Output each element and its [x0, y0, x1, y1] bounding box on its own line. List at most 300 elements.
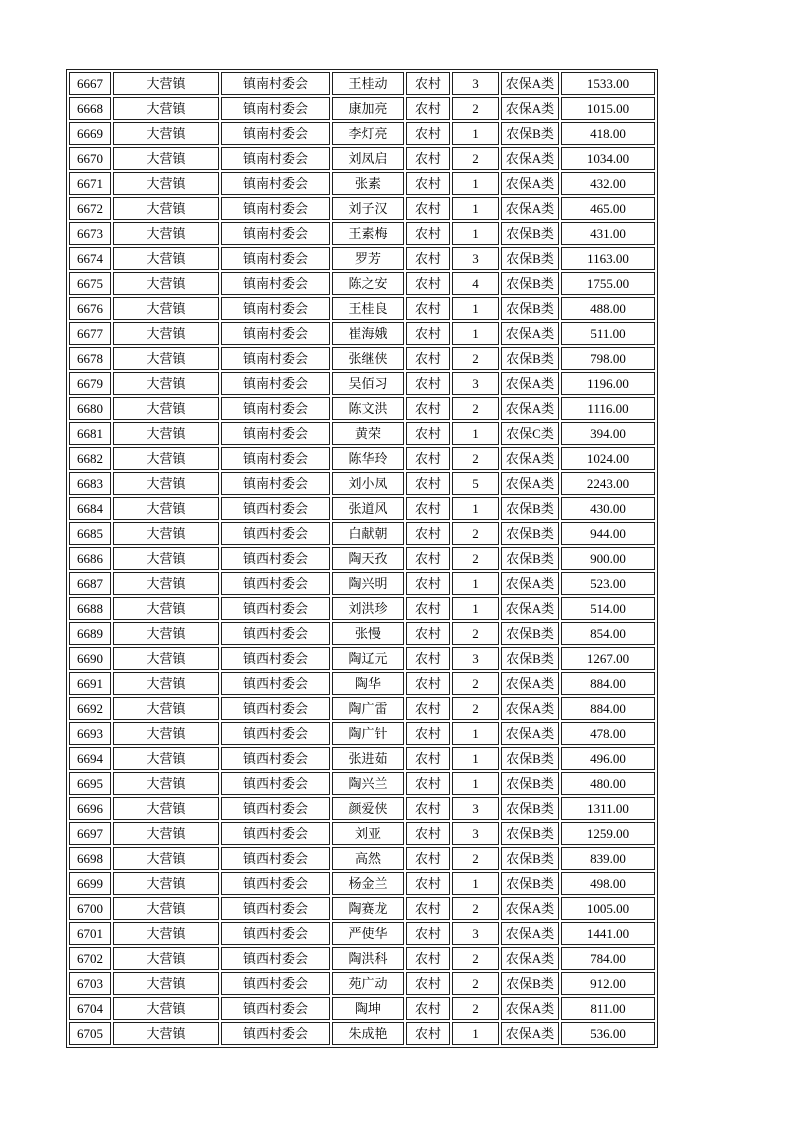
table-row	[69, 547, 655, 570]
cell-town: 大营镇	[113, 97, 219, 120]
cell-name: 陶广针	[332, 722, 404, 745]
cell-town: 大营镇	[113, 422, 219, 445]
cell-category: 农保B类	[501, 872, 559, 895]
cell-category: 农保A类	[501, 447, 559, 470]
cell-seq: 6668	[69, 97, 111, 120]
cell-area: 农村	[406, 547, 450, 570]
cell-name: 康加亮	[332, 97, 404, 120]
cell-category: 农保B类	[501, 797, 559, 820]
cell-town: 大营镇	[113, 897, 219, 920]
cell-village: 镇西村委会	[221, 772, 330, 795]
cell-count: 1	[452, 772, 499, 795]
cell-village: 镇西村委会	[221, 822, 330, 845]
cell-amount: 514.00	[561, 597, 655, 620]
cell-amount: 418.00	[561, 122, 655, 145]
table-row	[69, 147, 655, 170]
cell-amount: 1005.00	[561, 897, 655, 920]
cell-seq: 6673	[69, 222, 111, 245]
table-row	[69, 747, 655, 770]
cell-area: 农村	[406, 1022, 450, 1045]
table-row	[69, 947, 655, 970]
cell-town: 大营镇	[113, 997, 219, 1020]
cell-name: 张进茹	[332, 747, 404, 770]
cell-name: 陶天孜	[332, 547, 404, 570]
cell-amount: 1015.00	[561, 97, 655, 120]
cell-name: 杨金兰	[332, 872, 404, 895]
table-row	[69, 697, 655, 720]
cell-town: 大营镇	[113, 947, 219, 970]
table-row	[69, 722, 655, 745]
cell-town: 大营镇	[113, 447, 219, 470]
cell-seq: 6672	[69, 197, 111, 220]
cell-town: 大营镇	[113, 622, 219, 645]
cell-seq: 6681	[69, 422, 111, 445]
cell-count: 1	[452, 1022, 499, 1045]
cell-amount: 900.00	[561, 547, 655, 570]
table-row	[69, 222, 655, 245]
cell-name: 吴佰习	[332, 372, 404, 395]
cell-area: 农村	[406, 397, 450, 420]
cell-category: 农保B类	[501, 122, 559, 145]
cell-seq: 6678	[69, 347, 111, 370]
cell-name: 严使华	[332, 922, 404, 945]
cell-town: 大营镇	[113, 522, 219, 545]
cell-village: 镇南村委会	[221, 72, 330, 95]
cell-count: 1	[452, 172, 499, 195]
cell-area: 农村	[406, 172, 450, 195]
cell-seq: 6688	[69, 597, 111, 620]
table-row	[69, 872, 655, 895]
cell-category: 农保A类	[501, 997, 559, 1020]
table-row	[69, 247, 655, 270]
cell-area: 农村	[406, 447, 450, 470]
cell-category: 农保B类	[501, 822, 559, 845]
cell-amount: 1196.00	[561, 372, 655, 395]
cell-category: 农保B类	[501, 972, 559, 995]
cell-count: 2	[452, 947, 499, 970]
cell-name: 王素梅	[332, 222, 404, 245]
cell-amount: 1024.00	[561, 447, 655, 470]
cell-seq: 6685	[69, 522, 111, 545]
cell-area: 农村	[406, 947, 450, 970]
cell-seq: 6667	[69, 72, 111, 95]
cell-count: 3	[452, 72, 499, 95]
cell-name: 陶华	[332, 672, 404, 695]
table-row	[69, 847, 655, 870]
cell-count: 3	[452, 372, 499, 395]
cell-area: 农村	[406, 672, 450, 695]
cell-seq: 6693	[69, 722, 111, 745]
cell-name: 王桂良	[332, 297, 404, 320]
cell-category: 农保A类	[501, 922, 559, 945]
cell-amount: 536.00	[561, 1022, 655, 1045]
cell-category: 农保A类	[501, 947, 559, 970]
cell-name: 陶坤	[332, 997, 404, 1020]
cell-town: 大营镇	[113, 472, 219, 495]
cell-count: 2	[452, 447, 499, 470]
cell-seq: 6684	[69, 497, 111, 520]
cell-count: 5	[452, 472, 499, 495]
cell-area: 农村	[406, 972, 450, 995]
cell-village: 镇南村委会	[221, 372, 330, 395]
cell-village: 镇南村委会	[221, 247, 330, 270]
cell-count: 1	[452, 222, 499, 245]
cell-count: 1	[452, 572, 499, 595]
cell-name: 陈文洪	[332, 397, 404, 420]
cell-town: 大营镇	[113, 372, 219, 395]
table-row	[69, 672, 655, 695]
cell-amount: 798.00	[561, 347, 655, 370]
cell-village: 镇西村委会	[221, 847, 330, 870]
cell-category: 农保B类	[501, 622, 559, 645]
cell-category: 农保A类	[501, 322, 559, 345]
cell-name: 刘凤启	[332, 147, 404, 170]
cell-name: 刘洪珍	[332, 597, 404, 620]
cell-count: 2	[452, 347, 499, 370]
cell-area: 农村	[406, 822, 450, 845]
table-row	[69, 197, 655, 220]
cell-amount: 1441.00	[561, 922, 655, 945]
cell-area: 农村	[406, 322, 450, 345]
cell-amount: 811.00	[561, 997, 655, 1020]
cell-seq: 6695	[69, 772, 111, 795]
cell-village: 镇西村委会	[221, 497, 330, 520]
cell-town: 大营镇	[113, 672, 219, 695]
cell-seq: 6677	[69, 322, 111, 345]
cell-town: 大营镇	[113, 322, 219, 345]
cell-name: 陶赛龙	[332, 897, 404, 920]
cell-amount: 498.00	[561, 872, 655, 895]
cell-category: 农保A类	[501, 672, 559, 695]
cell-count: 1	[452, 597, 499, 620]
cell-village: 镇西村委会	[221, 947, 330, 970]
cell-village: 镇南村委会	[221, 122, 330, 145]
cell-village: 镇西村委会	[221, 522, 330, 545]
cell-area: 农村	[406, 697, 450, 720]
cell-count: 1	[452, 297, 499, 320]
cell-area: 农村	[406, 372, 450, 395]
cell-village: 镇南村委会	[221, 347, 330, 370]
table-row	[69, 822, 655, 845]
cell-amount: 1267.00	[561, 647, 655, 670]
cell-village: 镇南村委会	[221, 447, 330, 470]
cell-category: 农保A类	[501, 72, 559, 95]
cell-name: 罗芳	[332, 247, 404, 270]
cell-category: 农保B类	[501, 547, 559, 570]
cell-area: 农村	[406, 347, 450, 370]
cell-town: 大营镇	[113, 722, 219, 745]
cell-count: 4	[452, 272, 499, 295]
cell-seq: 6671	[69, 172, 111, 195]
cell-town: 大营镇	[113, 172, 219, 195]
table-row	[69, 447, 655, 470]
cell-village: 镇西村委会	[221, 572, 330, 595]
cell-name: 颜爱侠	[332, 797, 404, 820]
cell-category: 农保A类	[501, 397, 559, 420]
cell-town: 大营镇	[113, 647, 219, 670]
cell-seq: 6683	[69, 472, 111, 495]
cell-area: 农村	[406, 97, 450, 120]
cell-count: 1	[452, 197, 499, 220]
cell-village: 镇西村委会	[221, 872, 330, 895]
cell-village: 镇西村委会	[221, 722, 330, 745]
cell-amount: 430.00	[561, 497, 655, 520]
cell-name: 高然	[332, 847, 404, 870]
cell-amount: 523.00	[561, 572, 655, 595]
table-row	[69, 622, 655, 645]
cell-town: 大营镇	[113, 122, 219, 145]
cell-amount: 480.00	[561, 772, 655, 795]
cell-category: 农保B类	[501, 772, 559, 795]
cell-amount: 465.00	[561, 197, 655, 220]
cell-category: 农保A类	[501, 697, 559, 720]
cell-area: 农村	[406, 522, 450, 545]
cell-name: 黄荣	[332, 422, 404, 445]
table-row	[69, 397, 655, 420]
cell-name: 张慢	[332, 622, 404, 645]
cell-town: 大营镇	[113, 872, 219, 895]
cell-amount: 511.00	[561, 322, 655, 345]
cell-area: 农村	[406, 872, 450, 895]
cell-village: 镇南村委会	[221, 172, 330, 195]
cell-name: 张继侠	[332, 347, 404, 370]
cell-name: 张素	[332, 172, 404, 195]
cell-name: 张道风	[332, 497, 404, 520]
cell-area: 农村	[406, 122, 450, 145]
cell-area: 农村	[406, 272, 450, 295]
table-row	[69, 297, 655, 320]
table-row	[69, 897, 655, 920]
cell-amount: 854.00	[561, 622, 655, 645]
cell-village: 镇西村委会	[221, 897, 330, 920]
cell-amount: 839.00	[561, 847, 655, 870]
cell-village: 镇西村委会	[221, 597, 330, 620]
cell-count: 1	[452, 747, 499, 770]
cell-seq: 6703	[69, 972, 111, 995]
table-row	[69, 572, 655, 595]
cell-area: 农村	[406, 897, 450, 920]
table-row	[69, 172, 655, 195]
benefit-roster-table	[66, 69, 658, 1048]
cell-village: 镇南村委会	[221, 422, 330, 445]
cell-town: 大营镇	[113, 547, 219, 570]
cell-name: 刘小凤	[332, 472, 404, 495]
cell-category: 农保B类	[501, 522, 559, 545]
cell-area: 农村	[406, 147, 450, 170]
cell-seq: 6696	[69, 797, 111, 820]
cell-village: 镇西村委会	[221, 972, 330, 995]
cell-amount: 1755.00	[561, 272, 655, 295]
cell-area: 农村	[406, 797, 450, 820]
cell-amount: 496.00	[561, 747, 655, 770]
cell-amount: 1116.00	[561, 397, 655, 420]
cell-count: 2	[452, 97, 499, 120]
cell-area: 农村	[406, 72, 450, 95]
cell-name: 刘子汉	[332, 197, 404, 220]
cell-seq: 6689	[69, 622, 111, 645]
cell-area: 农村	[406, 222, 450, 245]
cell-seq: 6700	[69, 897, 111, 920]
cell-category: 农保A类	[501, 147, 559, 170]
table-row	[69, 347, 655, 370]
cell-area: 农村	[406, 197, 450, 220]
cell-town: 大营镇	[113, 697, 219, 720]
cell-village: 镇南村委会	[221, 297, 330, 320]
cell-category: 农保B类	[501, 497, 559, 520]
cell-amount: 2243.00	[561, 472, 655, 495]
cell-town: 大营镇	[113, 272, 219, 295]
cell-village: 镇西村委会	[221, 747, 330, 770]
cell-seq: 6675	[69, 272, 111, 295]
cell-count: 1	[452, 122, 499, 145]
cell-seq: 6674	[69, 247, 111, 270]
cell-seq: 6705	[69, 1022, 111, 1045]
cell-category: 农保B类	[501, 272, 559, 295]
cell-count: 2	[452, 547, 499, 570]
table-row	[69, 372, 655, 395]
cell-village: 镇南村委会	[221, 147, 330, 170]
cell-seq: 6704	[69, 997, 111, 1020]
cell-amount: 884.00	[561, 672, 655, 695]
cell-town: 大营镇	[113, 297, 219, 320]
cell-seq: 6669	[69, 122, 111, 145]
cell-amount: 884.00	[561, 697, 655, 720]
cell-count: 3	[452, 797, 499, 820]
cell-village: 镇南村委会	[221, 272, 330, 295]
cell-town: 大营镇	[113, 797, 219, 820]
table-row	[69, 972, 655, 995]
table-row	[69, 72, 655, 95]
cell-category: 农保B类	[501, 347, 559, 370]
table-row	[69, 597, 655, 620]
cell-village: 镇西村委会	[221, 697, 330, 720]
cell-town: 大营镇	[113, 497, 219, 520]
cell-seq: 6698	[69, 847, 111, 870]
cell-area: 农村	[406, 747, 450, 770]
cell-name: 白献朝	[332, 522, 404, 545]
cell-village: 镇西村委会	[221, 547, 330, 570]
cell-count: 2	[452, 697, 499, 720]
cell-seq: 6686	[69, 547, 111, 570]
cell-town: 大营镇	[113, 72, 219, 95]
cell-seq: 6699	[69, 872, 111, 895]
cell-village: 镇西村委会	[221, 647, 330, 670]
cell-seq: 6682	[69, 447, 111, 470]
cell-village: 镇南村委会	[221, 472, 330, 495]
cell-category: 农保A类	[501, 172, 559, 195]
cell-name: 陶兴明	[332, 572, 404, 595]
cell-count: 2	[452, 897, 499, 920]
cell-count: 2	[452, 997, 499, 1020]
cell-town: 大营镇	[113, 222, 219, 245]
cell-village: 镇西村委会	[221, 622, 330, 645]
cell-town: 大营镇	[113, 847, 219, 870]
cell-name: 王桂动	[332, 72, 404, 95]
cell-count: 2	[452, 522, 499, 545]
cell-town: 大营镇	[113, 1022, 219, 1045]
cell-seq: 6680	[69, 397, 111, 420]
cell-amount: 1533.00	[561, 72, 655, 95]
cell-name: 苑广动	[332, 972, 404, 995]
cell-category: 农保B类	[501, 647, 559, 670]
cell-category: 农保A类	[501, 1022, 559, 1045]
cell-amount: 478.00	[561, 722, 655, 745]
cell-amount: 1311.00	[561, 797, 655, 820]
cell-village: 镇西村委会	[221, 672, 330, 695]
cell-category: 农保B类	[501, 222, 559, 245]
table-row	[69, 497, 655, 520]
cell-count: 2	[452, 147, 499, 170]
cell-town: 大营镇	[113, 922, 219, 945]
cell-count: 1	[452, 722, 499, 745]
cell-amount: 432.00	[561, 172, 655, 195]
cell-area: 农村	[406, 472, 450, 495]
cell-count: 2	[452, 847, 499, 870]
cell-amount: 1163.00	[561, 247, 655, 270]
cell-name: 崔海娥	[332, 322, 404, 345]
cell-category: 农保A类	[501, 372, 559, 395]
table-row	[69, 472, 655, 495]
cell-village: 镇南村委会	[221, 222, 330, 245]
cell-area: 农村	[406, 247, 450, 270]
cell-category: 农保C类	[501, 422, 559, 445]
cell-village: 镇西村委会	[221, 797, 330, 820]
cell-town: 大营镇	[113, 772, 219, 795]
table-row	[69, 122, 655, 145]
cell-village: 镇西村委会	[221, 922, 330, 945]
cell-count: 1	[452, 872, 499, 895]
cell-town: 大营镇	[113, 572, 219, 595]
cell-category: 农保A类	[501, 597, 559, 620]
table-row	[69, 97, 655, 120]
cell-town: 大营镇	[113, 347, 219, 370]
cell-name: 陶洪科	[332, 947, 404, 970]
cell-seq: 6690	[69, 647, 111, 670]
cell-count: 3	[452, 822, 499, 845]
cell-count: 1	[452, 322, 499, 345]
cell-count: 3	[452, 247, 499, 270]
cell-name: 刘亚	[332, 822, 404, 845]
cell-category: 农保B类	[501, 247, 559, 270]
cell-category: 农保B类	[501, 297, 559, 320]
table-row	[69, 922, 655, 945]
cell-name: 李灯亮	[332, 122, 404, 145]
table-row	[69, 1022, 655, 1045]
cell-village: 镇南村委会	[221, 397, 330, 420]
cell-seq: 6676	[69, 297, 111, 320]
cell-village: 镇西村委会	[221, 997, 330, 1020]
cell-seq: 6702	[69, 947, 111, 970]
cell-category: 农保A类	[501, 97, 559, 120]
cell-area: 农村	[406, 297, 450, 320]
cell-town: 大营镇	[113, 147, 219, 170]
cell-count: 2	[452, 972, 499, 995]
table-row	[69, 322, 655, 345]
table-row	[69, 522, 655, 545]
table-row	[69, 797, 655, 820]
cell-seq: 6692	[69, 697, 111, 720]
cell-area: 农村	[406, 997, 450, 1020]
cell-count: 3	[452, 647, 499, 670]
table-row	[69, 772, 655, 795]
cell-village: 镇南村委会	[221, 197, 330, 220]
cell-amount: 431.00	[561, 222, 655, 245]
cell-seq: 6670	[69, 147, 111, 170]
cell-area: 农村	[406, 597, 450, 620]
cell-amount: 944.00	[561, 522, 655, 545]
cell-count: 1	[452, 422, 499, 445]
cell-town: 大营镇	[113, 197, 219, 220]
